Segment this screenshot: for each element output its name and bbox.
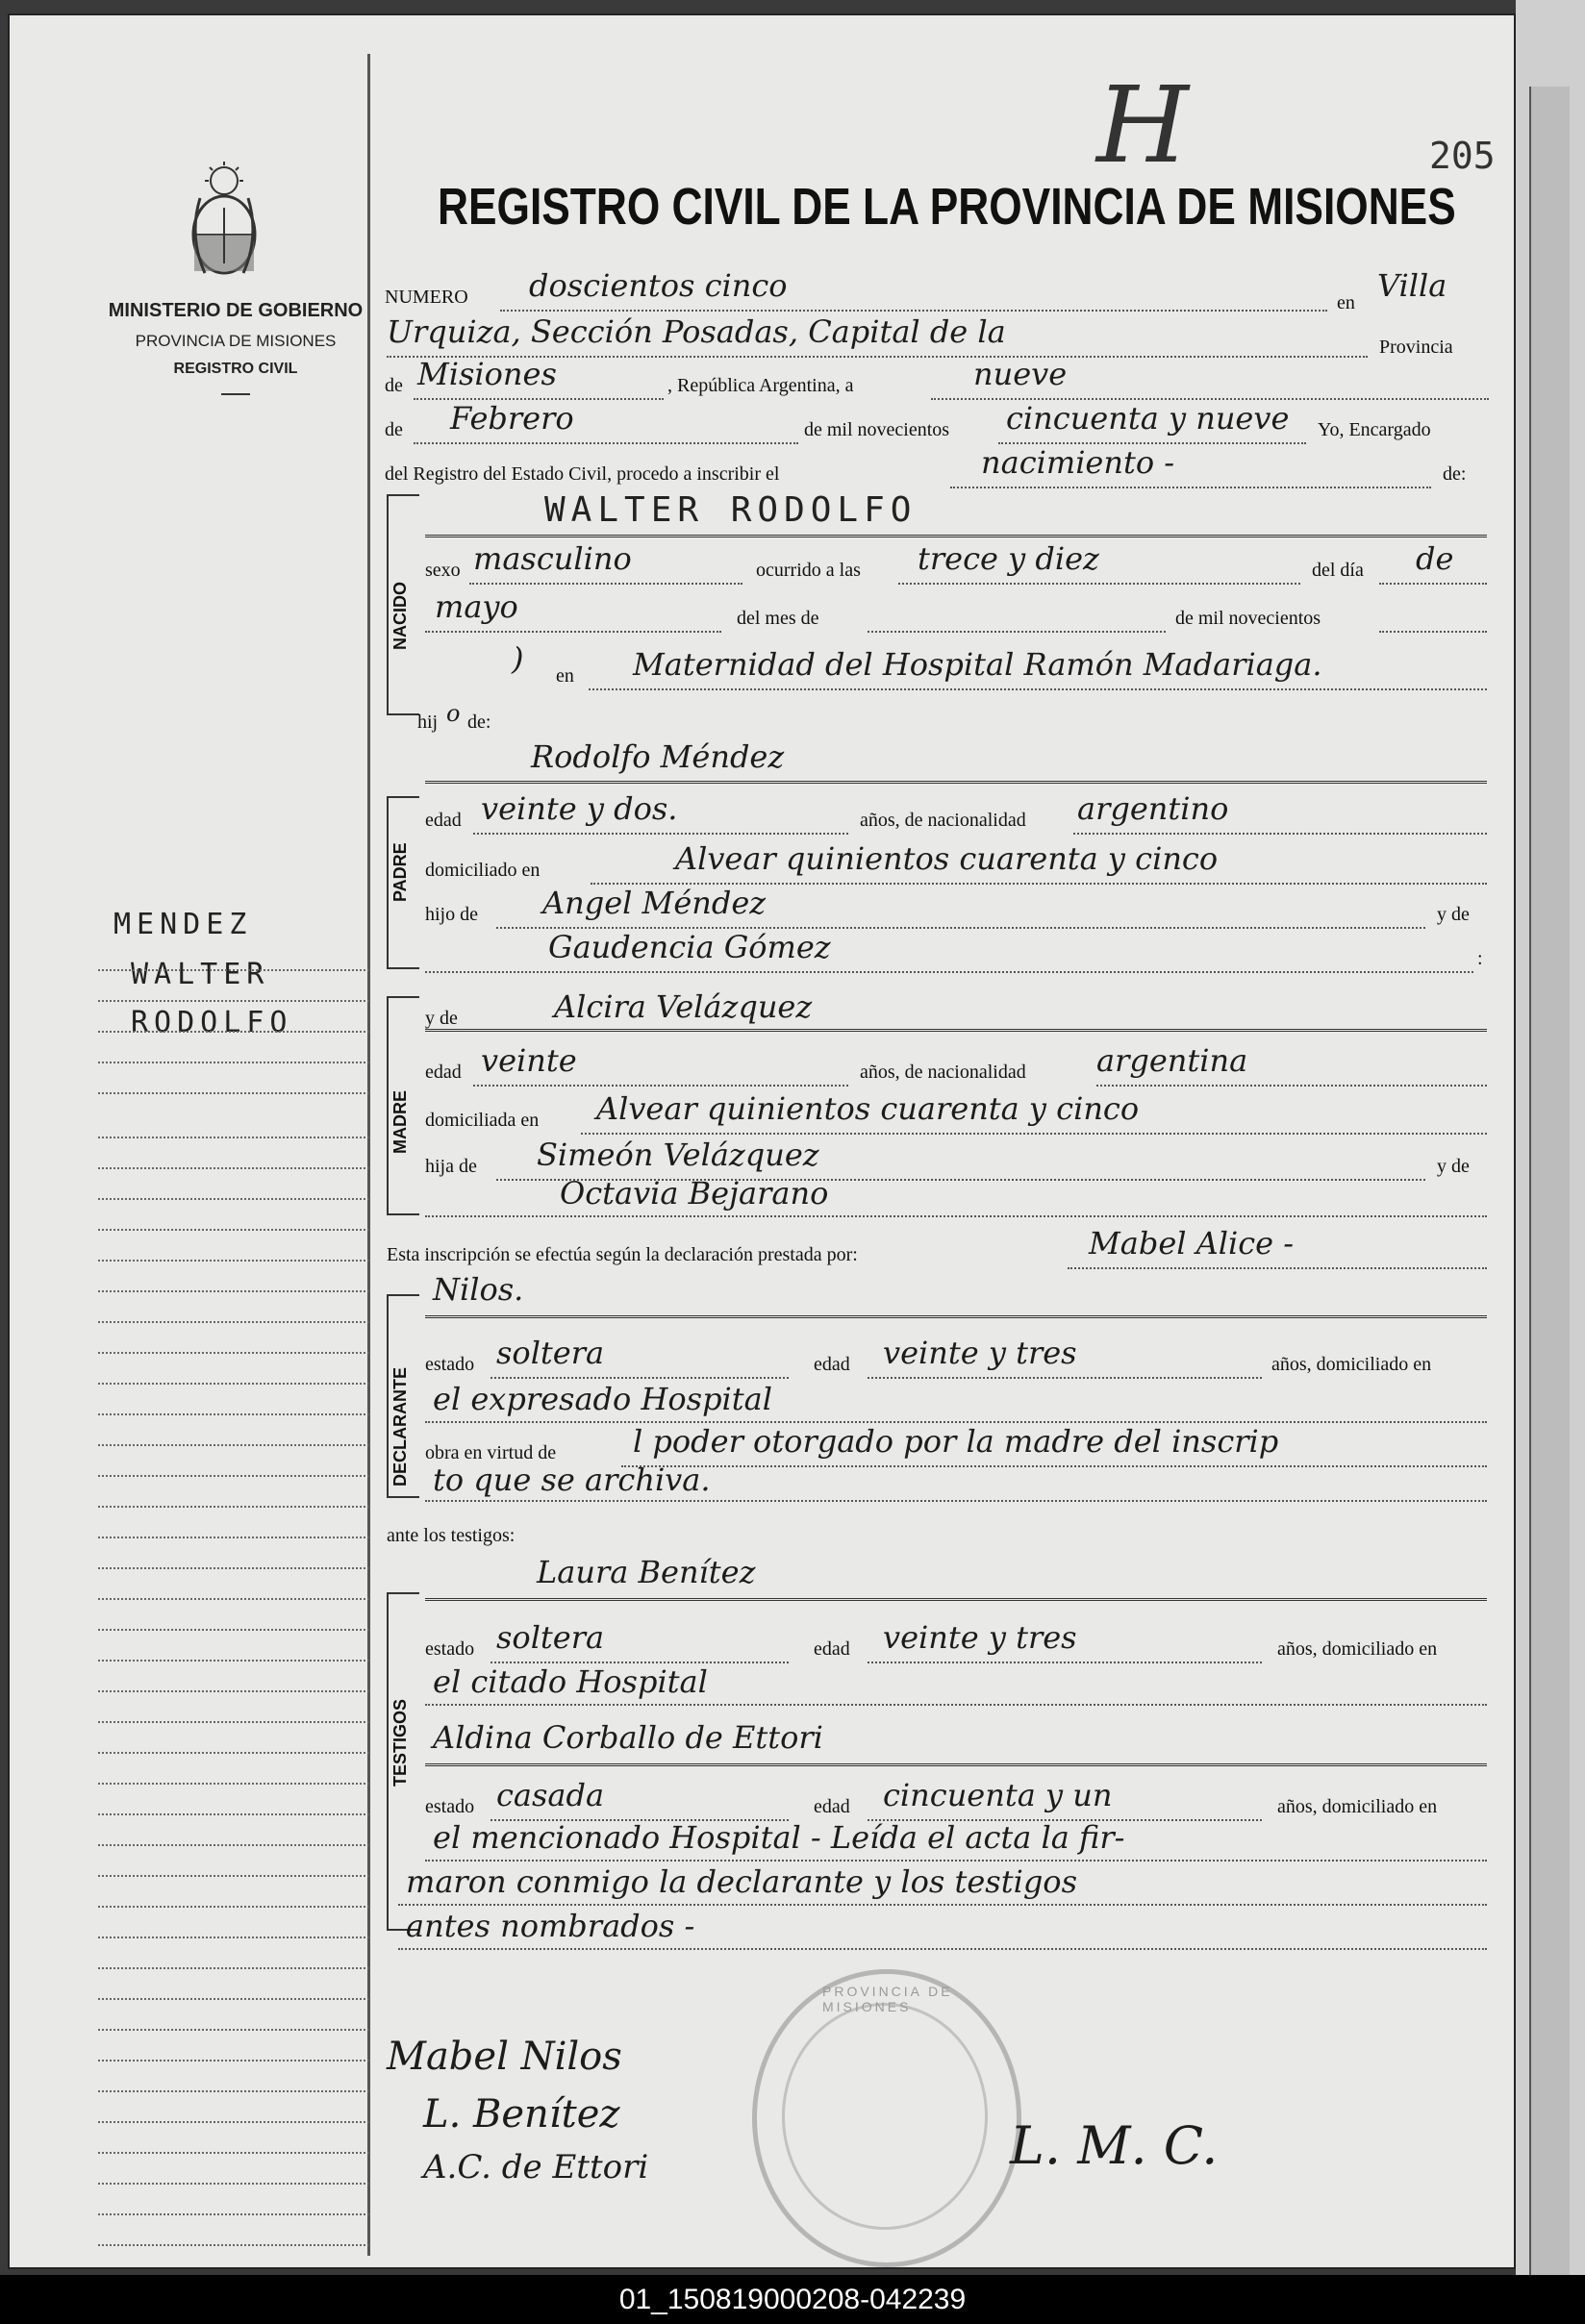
- edad-madre-line: [473, 1085, 848, 1087]
- anos-decl-label: años, domiciliado en: [1271, 1354, 1432, 1375]
- nacido-section-label: NACIDO: [390, 582, 410, 650]
- hijo-de-padre-label: hijo de: [425, 904, 478, 925]
- hijo-de-label: de:: [467, 712, 491, 733]
- t1-estado-label: estado: [425, 1638, 475, 1660]
- estado-decl-value: soltera: [496, 1335, 605, 1371]
- sexo-value: masculino: [473, 540, 632, 577]
- de-mil-label: de mil novecientos: [804, 419, 950, 440]
- signature-encargado: L. M. C.: [1010, 2115, 1219, 2176]
- testigo2-nombre: Aldina Corballo de Ettori: [433, 1719, 823, 1756]
- nacido-nombre: WALTER RODOLFO: [544, 490, 918, 530]
- domicilio-madre-line: [581, 1133, 1487, 1135]
- edad-madre-label: edad: [425, 1062, 462, 1083]
- margin-note-name2: RODOLFO: [131, 1006, 293, 1039]
- abuela-materna-line: [425, 1215, 1487, 1217]
- dia-value: de: [1416, 540, 1454, 577]
- testigo1-name-rule: [425, 1598, 1487, 1601]
- ministry-divider: [221, 393, 250, 395]
- margin-ruled-lines: [98, 940, 369, 2277]
- mes-line: [414, 442, 798, 444]
- domicilio-madre: Alvear quinientos cuarenta y cinco: [596, 1090, 1140, 1127]
- closing-line-2: [398, 1948, 1487, 1950]
- edad-padre-value: veinte y dos.: [481, 790, 678, 827]
- page-number: 205: [1429, 135, 1496, 177]
- registry-name: REGISTRO CIVIL: [173, 361, 298, 377]
- y-de-madre2-label: y de: [1437, 1156, 1470, 1177]
- declarante-nombre-2: Nilos.: [433, 1271, 524, 1308]
- coat-of-arms-icon: [181, 160, 267, 285]
- edad-decl-line: [868, 1377, 1262, 1379]
- margin-note-name1: WALTER: [131, 958, 270, 991]
- official-stamp: [752, 1969, 1021, 2267]
- testigo2-name-rule: [425, 1763, 1487, 1766]
- obra-line-2: [425, 1500, 1487, 1502]
- hijo-label: hij: [417, 712, 439, 733]
- hijo-suffix: o: [446, 700, 461, 727]
- colon-label: :: [1477, 948, 1483, 969]
- nacido-mark: ): [512, 640, 524, 677]
- t1-domicilio-line: [425, 1704, 1487, 1706]
- t2-estado-label: estado: [425, 1796, 475, 1817]
- domiciliado-padre-label: domiciliado en: [425, 860, 541, 881]
- madre-section-label: MADRE: [390, 1090, 410, 1154]
- de-mes-label: de: [385, 419, 403, 440]
- testigos-section-label: TESTIGOS: [390, 1698, 410, 1787]
- place-value-1: Villa: [1377, 267, 1447, 304]
- nac-madre-line: [1096, 1085, 1487, 1087]
- y-de-padre-label: y de: [1437, 904, 1470, 925]
- province-name: PROVINCIA DE MISIONES: [135, 332, 337, 350]
- numero-value: doscientos cinco: [529, 267, 788, 304]
- anos-madre-label: años, de nacionalidad: [860, 1062, 1026, 1083]
- en-nac-label: en: [556, 665, 574, 687]
- tipo-value: nacimiento -: [981, 444, 1175, 481]
- lugar-value: Maternidad del Hospital Ramón Madariaga.: [633, 646, 1322, 683]
- dia-line: [1379, 583, 1487, 585]
- declarante-nombre-1: Mabel Alice -: [1089, 1225, 1295, 1262]
- nacionalidad-padre: argentino: [1077, 790, 1229, 827]
- t1-edad-value: veinte y tres: [883, 1619, 1077, 1656]
- closing-text-2: antes nombrados -: [406, 1908, 695, 1944]
- abuelo-paterno: Angel Méndez: [542, 885, 767, 921]
- del-mes-line: [868, 631, 1166, 633]
- t2-estado-value: casada: [496, 1777, 605, 1813]
- sexo-label: sexo: [425, 560, 461, 581]
- declarante-name-rule: [425, 1315, 1487, 1318]
- domicilio-padre: Alvear quinientos cuarenta y cinco: [675, 840, 1219, 877]
- padre-nombre: Rodolfo Méndez: [531, 738, 785, 775]
- abuelo-materno: Simeón Velázquez: [537, 1137, 819, 1173]
- nac-padre-line: [1073, 833, 1487, 835]
- anos-padre-label: años, de nacionalidad: [860, 810, 1026, 831]
- ministry-block: [96, 300, 375, 395]
- image-id-footer: 01_150819000208-042239: [0, 2275, 1585, 2324]
- madre-name-rule: [425, 1029, 1487, 1032]
- handwritten-letter-mark: H: [1096, 63, 1189, 187]
- t2-edad-value: cincuenta y un: [883, 1777, 1113, 1813]
- domiciliada-madre-label: domiciliada en: [425, 1110, 540, 1131]
- binding-strip: [1529, 87, 1570, 2275]
- tipo-line: [950, 487, 1431, 488]
- t2-domicilio: el mencionado Hospital - Leída el acta la fir-: [433, 1819, 1125, 1856]
- provincia-value: Misiones: [417, 356, 557, 392]
- t1-domicilio: el citado Hospital: [433, 1663, 708, 1700]
- sexo-line: [469, 583, 742, 585]
- edad-padre-line: [473, 833, 848, 835]
- edad-decl-label: edad: [814, 1354, 850, 1375]
- yo-label: Yo, Encargado: [1318, 419, 1431, 440]
- edad-madre-value: veinte: [481, 1042, 577, 1079]
- declarante-section-label: DECLARANTE: [390, 1367, 410, 1487]
- nacionalidad-madre: argentina: [1096, 1042, 1248, 1079]
- del-mes-label: del mes de: [737, 608, 819, 629]
- day-value: nueve: [973, 356, 1068, 392]
- padre-section-label: PADRE: [390, 842, 410, 902]
- nacido-name-rule: [425, 535, 1487, 537]
- obra-value-1: l poder otorgado por la madre del inscrip: [633, 1423, 1279, 1460]
- t1-edad-line: [868, 1662, 1262, 1663]
- t2-edad-label: edad: [814, 1796, 850, 1817]
- hora-value: trece y diez: [918, 540, 1099, 577]
- margin-note-surname: MENDEZ: [113, 908, 253, 941]
- ocurrido-label: ocurrido a las: [756, 560, 861, 581]
- stamp-text: PROVINCIA DE MISIONES: [822, 1984, 953, 2014]
- del-dia-label: del día: [1312, 560, 1364, 581]
- domicilio-decl-value: el expresado Hospital: [433, 1381, 772, 1417]
- mes-nac-value: mayo: [435, 588, 518, 625]
- numero-label: NUMERO: [385, 287, 468, 308]
- de-colon-label: de:: [1443, 463, 1467, 485]
- numero-line: [500, 310, 1327, 312]
- adjacent-page-edge: [1516, 0, 1585, 2275]
- de-label: de: [385, 375, 403, 396]
- edad-decl-value: veinte y tres: [883, 1335, 1077, 1371]
- place-value-2: Urquiza, Sección Posadas, Capital de la: [387, 313, 1006, 350]
- t1-edad-label: edad: [814, 1638, 850, 1660]
- padre-name-rule: [425, 781, 1487, 784]
- obra-line-1: [621, 1465, 1487, 1467]
- signature-testigo-1: L. Benítez: [423, 2092, 620, 2137]
- t1-estado-value: soltera: [496, 1619, 605, 1656]
- t2-domicilio-line: [425, 1860, 1487, 1862]
- hija-de-label: hija de: [425, 1156, 477, 1177]
- del-registro-label: del Registro del Estado Civil, procedo a inscribir el: [385, 463, 780, 485]
- de-mil-nac-label: de mil novecientos: [1175, 608, 1321, 629]
- ministry-title: MINISTERIO DE GOBIERNO: [108, 300, 364, 321]
- edad-padre-label: edad: [425, 810, 462, 831]
- estado-decl-line: [491, 1377, 789, 1379]
- declarante-line-1: [1068, 1267, 1487, 1269]
- abuela-materna: Octavia Bejarano: [560, 1175, 829, 1212]
- obra-value-2: to que se archiva.: [433, 1462, 711, 1498]
- estado-decl-label: estado: [425, 1354, 475, 1375]
- declaracion-label: Esta inscripción se efectúa según la declaración prestada por:: [387, 1244, 858, 1265]
- abuela-paterna-line: [425, 971, 1473, 973]
- republica-label: , República Argentina, a: [667, 375, 854, 396]
- signature-testigo-2: A.C. de Ettori: [423, 2148, 649, 2187]
- mes-nac-line: [425, 631, 721, 633]
- mes-value: Febrero: [450, 400, 574, 437]
- hora-line: [898, 583, 1300, 585]
- t2-anos-label: años, domiciliado en: [1277, 1796, 1438, 1817]
- madre-nombre: Alcira Velázquez: [554, 988, 813, 1025]
- page-title: REGISTRO CIVIL DE LA PROVINCIA DE MISIONES: [438, 178, 1456, 236]
- obra-label: obra en virtud de: [425, 1442, 557, 1463]
- register-page: [8, 13, 1516, 2269]
- y-de-madre-label: y de: [425, 1008, 458, 1029]
- signature-declarante: Mabel Nilos: [387, 2035, 622, 2079]
- testigo1-nombre: Laura Benítez: [537, 1554, 756, 1590]
- closing-text-1: maron conmigo la declarante y los testigos: [406, 1863, 1077, 1900]
- closing-line-1: [398, 1904, 1487, 1906]
- en-label: en: [1337, 292, 1355, 313]
- provincia-label: Provincia: [1379, 337, 1453, 358]
- year-nac-line: [1379, 631, 1487, 633]
- year-value: cincuenta y nueve: [1006, 400, 1290, 437]
- abuela-paterna: Gaudencia Gómez: [548, 929, 831, 965]
- ante-testigos-label: ante los testigos:: [387, 1525, 516, 1546]
- t1-anos-label: años, domiciliado en: [1277, 1638, 1438, 1660]
- lugar-line: [589, 688, 1487, 690]
